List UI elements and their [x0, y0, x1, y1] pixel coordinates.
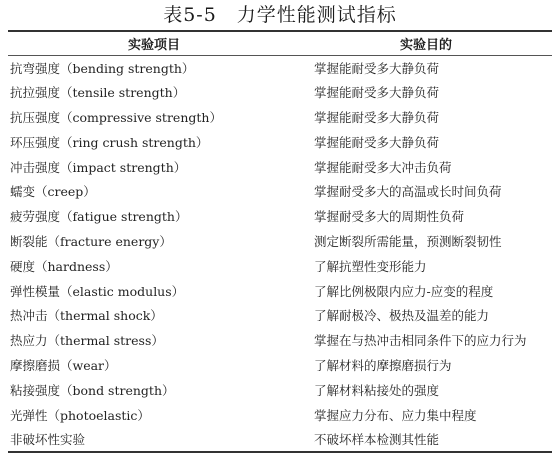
cell-purpose: 掌握应力分布、应力集中程度 — [314, 407, 477, 423]
cell-purpose: 掌握耐受多大的高温或长时间负荷 — [314, 184, 502, 200]
table-row — [8, 278, 552, 303]
table-row — [8, 427, 552, 452]
table-row — [8, 105, 552, 130]
cell-purpose: 掌握能耐受多大静负荷 — [314, 109, 440, 125]
table-row — [8, 129, 552, 154]
cell-purpose: 不破坏样本检测其性能 — [300, 427, 552, 452]
cell-item: 抗弯强度（bending strength） — [10, 60, 195, 76]
cell-purpose: 掌握能耐受多大静负荷 — [314, 134, 440, 150]
cell-purpose: 掌握能耐受多大静负荷 — [314, 60, 440, 76]
table-row — [8, 204, 552, 229]
cell-item: 硬度（hardness） — [10, 258, 118, 274]
cell-item: 抗拉强度（tensile strength） — [10, 85, 186, 101]
table-row — [8, 229, 552, 254]
cell-purpose: 了解比例极限内应力-应变的程度 — [314, 283, 494, 299]
cell-item: 热应力（thermal stress） — [10, 333, 164, 349]
cell-item: 冲击强度（impact strength） — [10, 159, 187, 175]
table-row — [8, 303, 552, 328]
table-row — [8, 353, 552, 378]
table-row — [8, 179, 552, 204]
cell-item: 抗压强度（compressive strength） — [10, 109, 222, 125]
cell-item: 环压强度（ring crush strength） — [10, 134, 209, 150]
header-purpose: 实验目的 — [300, 31, 552, 55]
header-item: 实验项目 — [8, 31, 300, 55]
cell-purpose: 掌握在与热冲击相同条件下的应力行为 — [314, 333, 527, 349]
cell-purpose: 掌握能耐受多大静负荷 — [314, 85, 440, 101]
cell-purpose: 了解抗塑性变形能力 — [314, 258, 427, 274]
cell-purpose: 了解耐极冷、极热及温差的能力 — [314, 308, 490, 324]
cell-item: 粘接强度（bond strength） — [10, 382, 175, 398]
cell-item: 非破坏性实验 — [8, 427, 300, 452]
mechanical-properties-table — [8, 30, 552, 453]
cell-item: 疲劳强度（fatigue strength） — [10, 209, 188, 225]
table-row — [8, 154, 552, 179]
cell-item: 蠕变（creep） — [10, 184, 96, 200]
cell-purpose: 测定断裂所需能量，预测断裂韧性 — [314, 233, 502, 249]
table-title: 力学性能测试指标 — [236, 4, 397, 26]
table-caption — [8, 0, 552, 30]
table-header-row — [8, 31, 552, 55]
cell-purpose: 了解材料的摩擦磨损行为 — [314, 357, 452, 373]
table-row — [8, 328, 552, 353]
cell-item: 弹性模量（elastic modulus） — [10, 283, 185, 299]
cell-purpose: 掌握耐受多大的周期性负荷 — [314, 209, 465, 225]
cell-item: 光弹性（photoelastic） — [10, 407, 150, 423]
cell-item: 热冲击（thermal shock） — [10, 308, 163, 324]
table-row — [8, 253, 552, 278]
table-number: 表5-5 — [163, 4, 217, 26]
cell-purpose: 了解材料粘接处的强度 — [314, 382, 440, 398]
cell-item: 断裂能（fracture energy） — [10, 233, 172, 249]
cell-item: 摩擦磨损（wear） — [10, 357, 117, 373]
table-row — [8, 55, 552, 80]
table-row — [8, 377, 552, 402]
cell-purpose: 掌握能耐受多大冲击负荷 — [314, 159, 452, 175]
table-row — [8, 80, 552, 105]
table-row — [8, 402, 552, 427]
